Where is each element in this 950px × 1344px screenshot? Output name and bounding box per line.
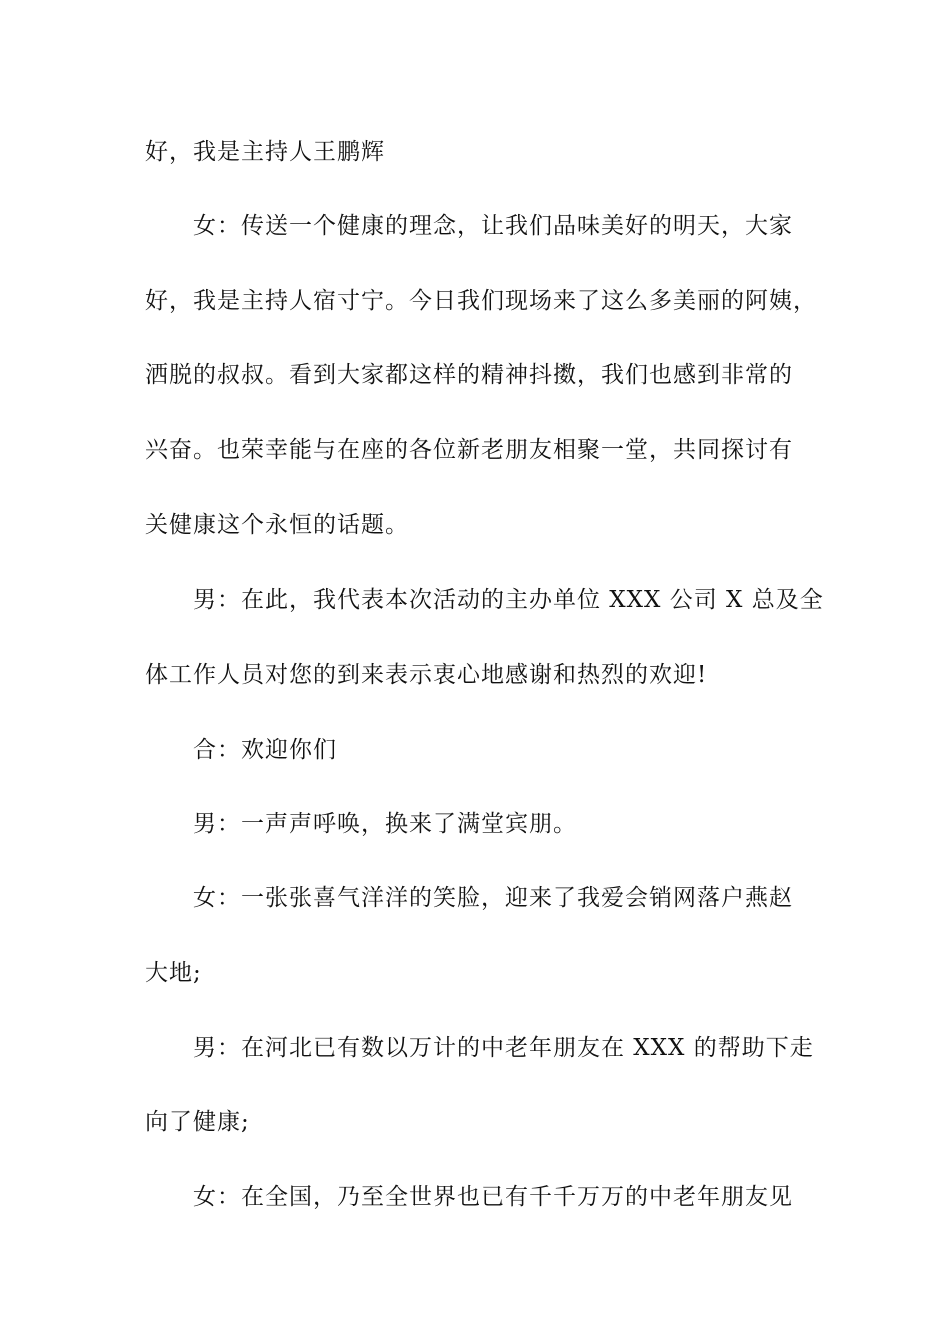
text-line: 女：传送一个健康的理念，让我们品味美好的明天，大家 <box>193 213 793 239</box>
text-line: 洒脱的叔叔。看到大家都这样的精神抖擞，我们也感到非常的 <box>145 362 793 388</box>
text-line: 女：在全国，乃至全世界也已有千千万万的中老年朋友见 <box>193 1184 793 1210</box>
text-line: 体工作人员对您的到来表示衷心地感谢和热烈的欢迎! <box>145 662 708 688</box>
text-line: 合：欢迎你们 <box>193 737 337 763</box>
text-line: 兴奋。也荣幸能与在座的各位新老朋友相聚一堂，共同探讨有 <box>145 437 793 463</box>
text-line: 向了健康; <box>145 1109 250 1135</box>
text-line: 好，我是主持人王鹏辉 <box>145 139 385 165</box>
text-line: 关健康这个永恒的话题。 <box>145 512 409 538</box>
text-line: 女：一张张喜气洋洋的笑脸，迎来了我爱会销网落户燕赵 <box>193 885 793 911</box>
text-line: 男：在河北已有数以万计的中老年朋友在 XXX 的帮助下走 <box>193 1035 814 1061</box>
text-line: 男：一声声呼唤，换来了满堂宾朋。 <box>193 811 577 837</box>
text-line: 大地; <box>145 960 202 986</box>
text-line: 男：在此，我代表本次活动的主办单位 XXX 公司 X 总及全 <box>193 587 824 613</box>
text-line: 好，我是主持人宿寸宁。今日我们现场来了这么多美丽的阿姨， <box>145 288 817 314</box>
